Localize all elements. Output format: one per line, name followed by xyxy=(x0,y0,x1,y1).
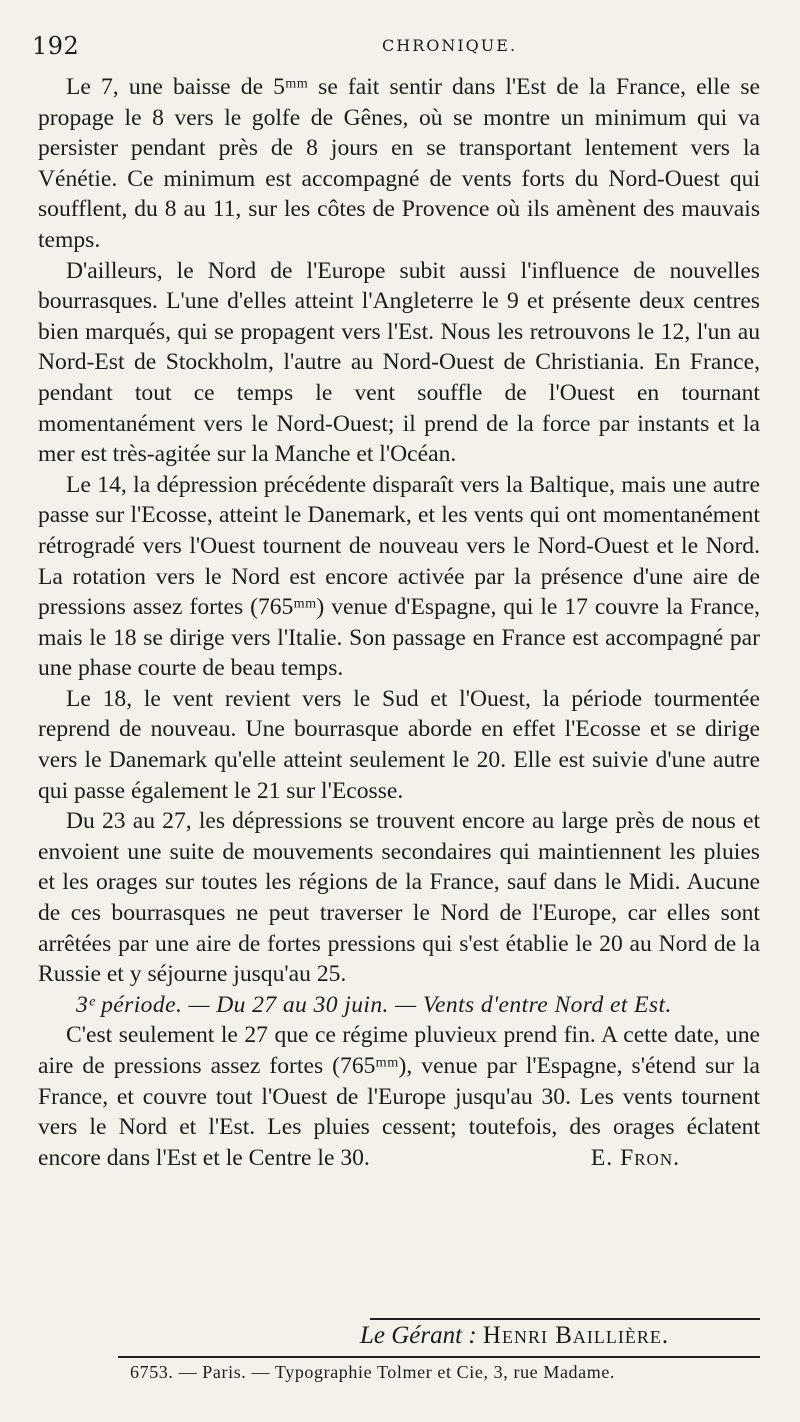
gerant-line xyxy=(360,1322,669,1350)
printer-imprint: 6753. — Paris. — Typographie Tolmer et Cie, 3, rue Madame. xyxy=(130,1362,616,1382)
paragraph: C'est seulement le 27 que ce régime pluvieux prend fin. A cette date, une aire de pressions assez fortes (765ᵐᵐ), venue par l'Espagne, s'étend sur la France, et couvre tout l'Ouest de l'Europe jusqu'au 30. Les vents tournent vers le Nord et l'Est. Les pluies cessent; toutefois, des orages éclatent encore dans l'Est et le Centre le 30. xyxy=(38,1022,760,1171)
paragraph: Le 7, une baisse de 5ᵐᵐ se fait sentir dans l'Est de la France, elle se propage le 8 vers le golfe de Gênes, où se montre un minimum qui va persister pendant près de 8 jours en se transportant lentement vers la Vénétie. Ce minimum est accompagné de vents forts du Nord-Ouest qui soufflent, du 8 au 11, sur les côtes de Provence où ils amènent des mauvais temps. xyxy=(38,74,760,253)
paragraph: Du 23 au 27, les dépressions se trouvent encore au large près de nous et envoient une suite de mouvements secondaires qui maintiennent les pluies et les orages sur toutes les régions de la France, sauf dans le Midi. Aucune de ces bourrasques ne peut traverser le Nord de l'Europe, car elles sont arrêtées par une aire de fortes pressions qui s'est établie le 20 au Nord de la Russie et y séjourne jusqu'au 25. xyxy=(38,808,760,988)
paragraph: Le 14, la dépression précédente disparaît vers la Baltique, mais une autre passe sur l'Ecosse, atteint le Danemark, et les vents qui ont momentanément rétrogradé vers l'Ouest tournent de nouveau vers le Nord-Ouest et le Nord. La rotation vers le Nord est encore activée par la présence d'une aire de pressions assez fortes (765ᵐᵐ) venue d'Espagne, qui le 17 couvre la France, mais le 18 se dirige vers l'Italie. Son passage en France est accompagné par une phase courte de beau temps. xyxy=(38,471,760,682)
paragraph: Le 18, le vent revient vers le Sud et l'Ouest, la période tourmentée reprend de nouveau. Une bourrasque aborde en effet l'Ecosse et se dirige vers le Danemark qu'elle atteint seulement le 20. Elle est suivie d'une autre qui passe également le 21 sur l'Ecosse. xyxy=(38,685,760,804)
running-head: CHRONIQUE. xyxy=(382,36,518,55)
gerant-label: Le Gérant : xyxy=(360,1322,477,1349)
page-number: 192 xyxy=(32,32,80,60)
divider-rule xyxy=(370,1318,760,1320)
page-header xyxy=(32,30,750,66)
section-heading: 3ᵉ période. — Du 27 au 30 juin. — Vents d'entre Nord et Est. xyxy=(76,991,672,1018)
body-text xyxy=(38,72,760,1174)
divider-rule xyxy=(118,1356,760,1358)
gerant-name: Henri Baillière. xyxy=(482,1322,670,1349)
paragraph: D'ailleurs, le Nord de l'Europe subit aussi l'influence de nouvelles bourrasques. L'une d'elles atteint l'Angleterre le 9 et présente deux centres bien marqués, qui se propagent vers l'Est. Nous les retrouvons le 12, l'un au Nord-Est de Stockholm, l'autre au Nord-Ouest de Christiania. En France, pendant tout ce temps le vent souffle de l'Ouest en tournant momentanément vers le Nord-Ouest; il prend de la force par instants et la mer est très-agitée sur la Manche et l'Océan. xyxy=(38,257,760,468)
author-signature: E. Fron. xyxy=(590,1145,680,1172)
